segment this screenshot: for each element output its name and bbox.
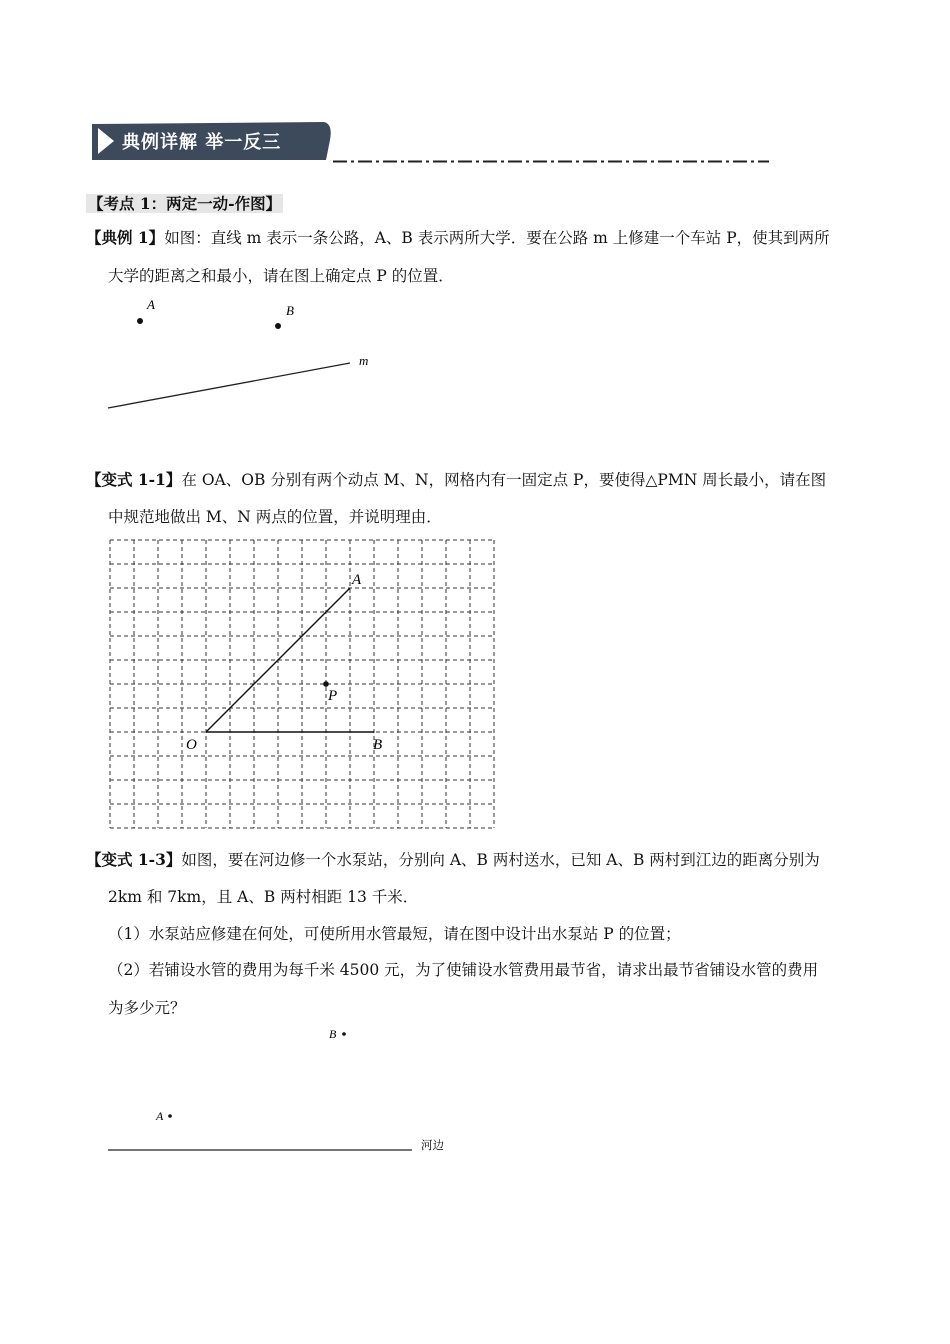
variant13-q1: （1）水泵站应修建在何处，可使所用水管最短，请在图中设计出水泵站 P 的位置； [108, 925, 681, 943]
point-a-dot [137, 318, 143, 324]
kaodian-heading [86, 186, 283, 222]
variant13-text1: 如图，要在河边修一个水泵站，分别向 A、B 两村送水，已知 A、B 两村到江边的距离分别为 [181, 851, 820, 869]
river-label: 河边 [421, 1138, 444, 1152]
line-m [108, 363, 350, 408]
variant13-q2-line1: （2）若铺设水管的费用为每千米 4500 元，为了使铺设水管费用最节省，请求出最节省铺设水管的费用 [108, 961, 819, 979]
label-p: P [328, 688, 338, 704]
variant11-text1: 在 OA、OB 分别有两个动点 M、N，网格内有一固定点 P，要使得△PMN 周长最小，请在图 [181, 471, 827, 489]
label-b: B [373, 737, 383, 753]
variant13-line1 [86, 842, 820, 878]
variant11-tag: 【变式 1-1】 [86, 470, 182, 489]
section-banner [88, 120, 333, 162]
example1-text2: 大学的距离之和最小，请在图上确定点 P 的位置． [108, 267, 454, 285]
village-b-label: B [329, 1027, 337, 1041]
point-b-label: B [286, 303, 294, 318]
banner-title: 典例详解 举一反三 [122, 132, 282, 153]
example1-tag: 【典例 1】 [86, 228, 165, 247]
village-a-label: A [156, 1109, 164, 1123]
banner-dash-line [333, 160, 769, 163]
label-a: A [352, 572, 362, 588]
variant13-q2-line2: 为多少元？ [108, 999, 186, 1017]
dashed-grid [110, 540, 494, 828]
variant13-tag: 【变式 1-3】 [86, 850, 182, 869]
label-o: O [186, 737, 197, 753]
village-b-dot [342, 1032, 346, 1036]
variant13-text2: 2km 和 7km，且 A、B 两村相距 13 千米． [108, 888, 419, 906]
kaodian-label: 【考点 1：两定一动-作图】 [88, 194, 282, 213]
village-a-dot [168, 1114, 172, 1118]
point-b-dot [275, 323, 281, 329]
example1-line1 [86, 220, 830, 256]
variant11-line1 [86, 462, 826, 498]
example1-figure [100, 292, 400, 417]
line-m-label: m [359, 353, 369, 368]
variant11-grid-figure [100, 532, 510, 837]
example1-text1: 如图：直线 m 表示一条公路，A、B 表示两所大学．要在公路 m 上修建一个车站 P，使其到两所 [164, 229, 830, 247]
variant13-figure [100, 1020, 460, 1160]
point-p-dot [323, 681, 329, 687]
point-a-label: A [147, 297, 155, 312]
variant11-text2: 中规范地做出 M、N 两点的位置，并说明理由． [108, 508, 442, 526]
